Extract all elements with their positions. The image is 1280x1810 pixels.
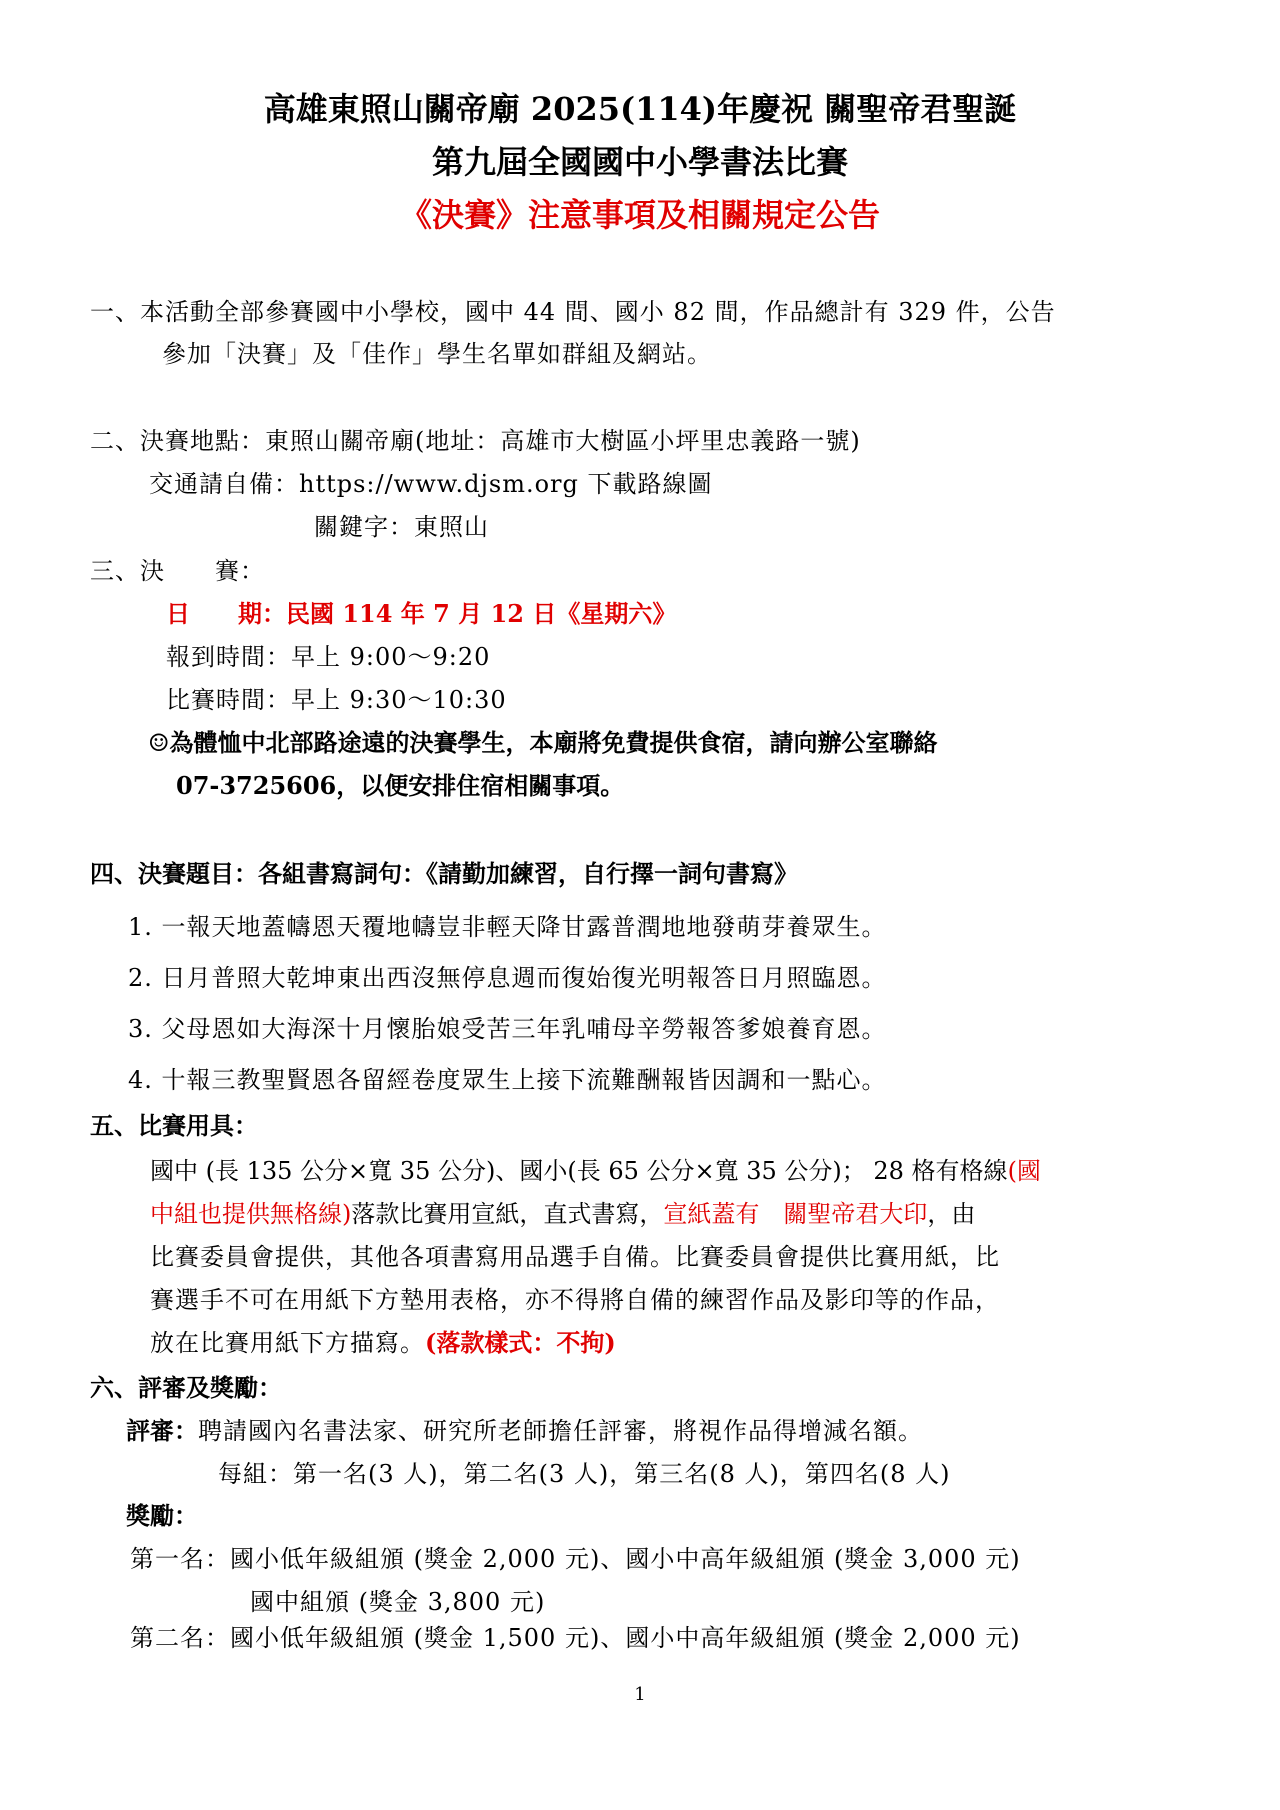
sec3-heading: 三、決 賽： (90, 557, 265, 585)
sec2-line-3: 關鍵字：東照山 (314, 513, 489, 541)
sec2-line-2: 交通請自備：https://www.djsm.org 下載路線圖 (149, 470, 713, 498)
sec4-item: 2. 日月普照大乾坤東出西沒無停息週而復始復光明報答日月照臨恩。 (128, 964, 887, 992)
sec6-second-prize-1: 第二名：國小低年級組頒 (獎金 1,500 元)、國小中高年級組頒 (獎金 2,000 元) (130, 1624, 1021, 1652)
sec5-line-2-red-a: 中組也提供無格線) (150, 1200, 352, 1228)
sec4-item: 1. 一報天地蓋幬恩天覆地幬豈非輕天降甘露普潤地地發萌芽養眾生。 (128, 913, 887, 941)
sec6-reward-label: 獎勵： (126, 1501, 198, 1530)
title-line-3: 《決賽》注意事項及相關規定公告 (399, 196, 880, 234)
title-line-1: 高雄東照山關帝廟 2025(114)年慶祝 關聖帝君聖誕 (263, 90, 1017, 128)
sec6-first-prize-1: 第一名：國小低年級組頒 (獎金 2,000 元)、國小中高年級組頒 (獎金 3,000 元) (130, 1545, 1021, 1573)
sec3-checkin: 報到時間：早上 9:00～9:20 (166, 643, 491, 671)
sec6-quota: 每組：第一名(3 人)，第二名(3 人)，第三名(8 人)，第四名(8 人) (218, 1460, 951, 1488)
sec4-heading: 四、決賽題目：各組書寫詞句：《請勤加練習，自行擇一詞句書寫》 (90, 859, 798, 888)
sec2-line-1: 二、決賽地點：東照山關帝廟(地址：高雄市大樹區小坪里忠義路一號) (90, 427, 861, 455)
sec5-line-3: 比賽委員會提供，其他各項書寫用品選手自備。比賽委員會提供比賽用紙，比 (150, 1243, 1000, 1271)
sec3-lodging-note-2: 07-3725606，以便安排住宿相關事項。 (176, 771, 625, 800)
page-number: 1 (634, 1684, 646, 1705)
title-line-2: 第九屆全國國中小學書法比賽 (431, 143, 848, 181)
sec6-judge (126, 1415, 923, 1447)
sec5-line-2 (150, 1198, 975, 1230)
sec5-line-2-red-b: 宣紙蓋有 關聖帝君大印 (663, 1200, 928, 1228)
sec6-first-prize-2: 國中組頒 (獎金 3,800 元) (250, 1588, 546, 1616)
sec5-line-5 (150, 1327, 616, 1359)
sec5-line-5-text: 放在比賽用紙下方描寫。 (150, 1329, 425, 1357)
sec5-line-5-red: (落款樣式：不拘) (425, 1328, 616, 1357)
sec5-line-1-red: (國 (1007, 1157, 1041, 1185)
sec5-line-2-text: 落款比賽用宣紙，直式書寫， (351, 1200, 664, 1228)
sec1-line-2: 參加「決賽」及「佳作」學生名單如群組及網站。 (162, 340, 712, 368)
sec6-judge-text: 聘請國內名書法家、研究所老師擔任評審，將視作品得增減名額。 (198, 1417, 923, 1445)
sec6-judge-label: 評審： (126, 1416, 198, 1445)
sec6-heading: 六、評審及獎勵： (90, 1373, 282, 1402)
sec5-line-1 (150, 1155, 1041, 1187)
sec4-item: 4. 十報三教聖賢恩各留經卷度眾生上接下流難酬報皆因調和一點心。 (128, 1066, 887, 1094)
sec3-date: 日 期：民國 114 年 7 月 12 日《星期六》 (166, 599, 677, 628)
sec3-lodging-note-1: ☺為體恤中北部路途遠的決賽學生，本廟將免費提供食宿，請向辦公室聯絡 (148, 728, 938, 757)
sec3-compete: 比賽時間：早上 9:30～10:30 (166, 686, 507, 714)
sec5-heading: 五、比賽用具： (90, 1111, 258, 1140)
sec5-line-1-text: 國中 (長 135 公分×寬 35 公分)、國小(長 65 公分×寬 35 公分)； 28 格有格線 (150, 1157, 1008, 1185)
sec5-line-2-end: ，由 (927, 1200, 976, 1228)
sec4-item: 3. 父母恩如大海深十月懷胎娘受苦三年乳哺母辛勞報答爹娘養育恩。 (128, 1015, 887, 1043)
sec5-line-4: 賽選手不可在用紙下方墊用表格，亦不得將自備的練習作品及影印等的作品， (150, 1286, 1000, 1314)
sec1-line-1: 一、本活動全部參賽國中小學校，國中 44 間、國小 82 間，作品總計有 329 件，公告 (90, 298, 1056, 326)
